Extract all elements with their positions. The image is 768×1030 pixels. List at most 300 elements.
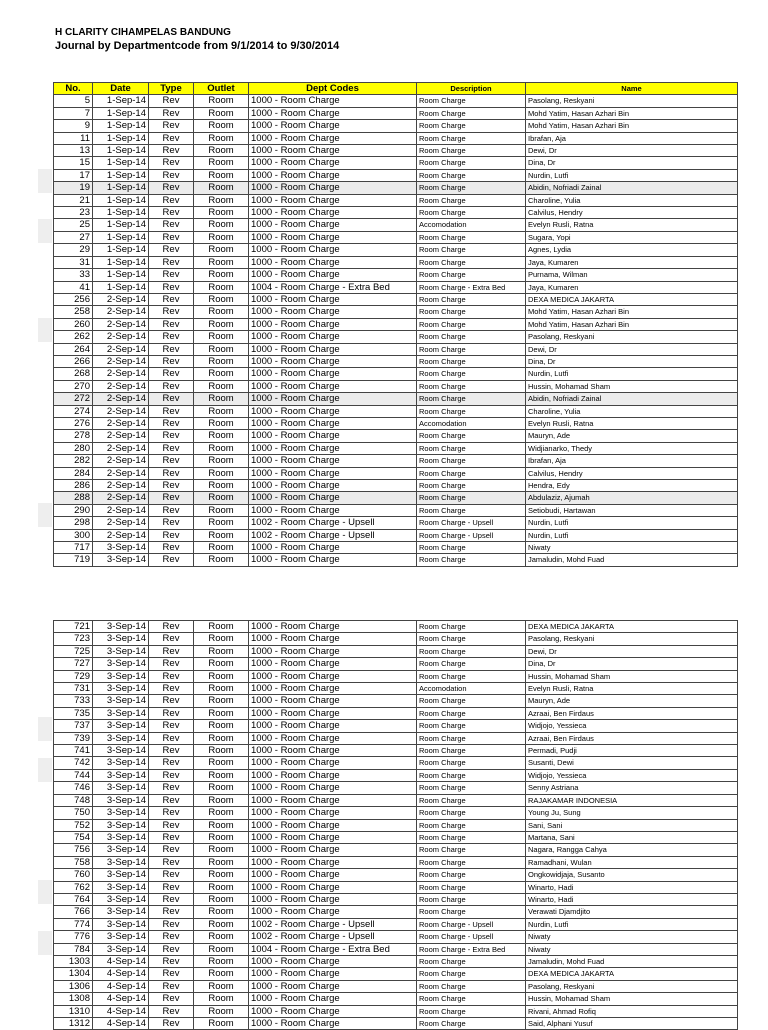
cell-description: Room Charge — [417, 869, 526, 881]
cell-outlet: Room — [194, 968, 249, 980]
cell-type: Rev — [149, 1005, 194, 1017]
cell-date: 1-Sep-14 — [93, 269, 149, 281]
cell-dept-code: 1000 - Room Charge — [249, 219, 417, 231]
cell-type: Rev — [149, 943, 194, 955]
cell-outlet: Room — [194, 120, 249, 132]
cell-name: Nurdin, Lutfi — [526, 529, 738, 541]
col-header-name: Name — [526, 83, 738, 95]
cell-outlet: Room — [194, 244, 249, 256]
cell-outlet: Room — [194, 807, 249, 819]
cell-type: Rev — [149, 107, 194, 119]
cell-name: Ibrafan, Aja — [526, 455, 738, 467]
cell-no: 17 — [54, 169, 93, 181]
cell-no: 11 — [54, 132, 93, 144]
table-row — [54, 732, 738, 744]
cell-name: Pasolang, Reskyani — [526, 980, 738, 992]
cell-date: 3-Sep-14 — [93, 658, 149, 670]
cell-outlet: Room — [194, 769, 249, 781]
cell-no: 742 — [54, 757, 93, 769]
cell-dept-code: 1000 - Room Charge — [249, 132, 417, 144]
cell-date: 3-Sep-14 — [93, 931, 149, 943]
cell-no: 1304 — [54, 968, 93, 980]
cell-outlet: Room — [194, 782, 249, 794]
cell-description: Room Charge — [417, 658, 526, 670]
cell-no: 23 — [54, 207, 93, 219]
cell-no: 300 — [54, 529, 93, 541]
cell-name: Azraai, Ben Firdaus — [526, 732, 738, 744]
cell-name: Winarto, Hadi — [526, 893, 738, 905]
table-row — [54, 943, 738, 955]
cell-no: 746 — [54, 782, 93, 794]
col-header-date: Date — [93, 83, 149, 95]
cell-name: Azraai, Ben Firdaus — [526, 707, 738, 719]
cell-outlet: Room — [194, 306, 249, 318]
cell-name: Abidin, Nofriadi Zainal — [526, 393, 738, 405]
cell-date: 4-Sep-14 — [93, 1005, 149, 1017]
cell-outlet: Room — [194, 368, 249, 380]
cell-name: Widjianarko, Thedy — [526, 442, 738, 454]
table-row — [54, 819, 738, 831]
cell-outlet: Room — [194, 219, 249, 231]
cell-dept-code: 1000 - Room Charge — [249, 893, 417, 905]
cell-type: Rev — [149, 480, 194, 492]
cell-name: Susanti, Dewi — [526, 757, 738, 769]
cell-name: Verawati Djamdjito — [526, 906, 738, 918]
cell-name: Dina, Dr — [526, 157, 738, 169]
cell-type: Rev — [149, 120, 194, 132]
report-title: Journal by Departmentcode from 9/1/2014 to 9/30/2014 — [55, 40, 340, 52]
table-row — [54, 844, 738, 856]
cell-no: 766 — [54, 906, 93, 918]
cell-date: 3-Sep-14 — [93, 633, 149, 645]
cell-description: Room Charge — [417, 442, 526, 454]
cell-outlet: Room — [194, 157, 249, 169]
cell-type: Rev — [149, 293, 194, 305]
cell-date: 3-Sep-14 — [93, 542, 149, 554]
cell-type: Rev — [149, 931, 194, 943]
cell-name: Jamaludin, Mohd Fuad — [526, 955, 738, 967]
cell-dept-code: 1000 - Room Charge — [249, 554, 417, 566]
cell-dept-code: 1000 - Room Charge — [249, 380, 417, 392]
cell-date: 2-Sep-14 — [93, 405, 149, 417]
cell-outlet: Room — [194, 480, 249, 492]
table-row — [54, 145, 738, 157]
cell-type: Rev — [149, 707, 194, 719]
cell-name: Dina, Dr — [526, 355, 738, 367]
cell-name: Ibrafan, Aja — [526, 132, 738, 144]
table-row — [54, 993, 738, 1005]
cell-description: Accomodation — [417, 417, 526, 429]
cell-no: 15 — [54, 157, 93, 169]
cell-description: Room Charge — [417, 757, 526, 769]
cell-outlet: Room — [194, 955, 249, 967]
cell-name: Ongkowidjaja, Susanto — [526, 869, 738, 881]
cell-dept-code: 1000 - Room Charge — [249, 207, 417, 219]
cell-outlet: Room — [194, 621, 249, 633]
table-row — [54, 918, 738, 930]
cell-dept-code: 1000 - Room Charge — [249, 405, 417, 417]
cell-date: 2-Sep-14 — [93, 331, 149, 343]
cell-no: 270 — [54, 380, 93, 392]
cell-dept-code: 1000 - Room Charge — [249, 707, 417, 719]
col-header-type: Type — [149, 83, 194, 95]
cell-description: Room Charge — [417, 492, 526, 504]
cell-description: Room Charge — [417, 368, 526, 380]
cell-date: 3-Sep-14 — [93, 745, 149, 757]
table-row — [54, 318, 738, 330]
cell-outlet: Room — [194, 343, 249, 355]
cell-description: Room Charge — [417, 881, 526, 893]
cell-date: 3-Sep-14 — [93, 683, 149, 695]
cell-description: Room Charge — [417, 393, 526, 405]
cell-no: 717 — [54, 542, 93, 554]
cell-no: 5 — [54, 95, 93, 107]
cell-no: 290 — [54, 504, 93, 516]
cell-name: Nurdin, Lutfi — [526, 368, 738, 380]
cell-name: Hussin, Mohamad Sham — [526, 380, 738, 392]
cell-dept-code: 1002 - Room Charge - Upsell — [249, 517, 417, 529]
cell-outlet: Room — [194, 331, 249, 343]
cell-date: 3-Sep-14 — [93, 782, 149, 794]
cell-date: 3-Sep-14 — [93, 918, 149, 930]
cell-name: Dewi, Dr — [526, 645, 738, 657]
table-row — [54, 120, 738, 132]
cell-description: Room Charge — [417, 831, 526, 843]
cell-date: 3-Sep-14 — [93, 769, 149, 781]
cell-description: Room Charge — [417, 120, 526, 132]
table-row — [54, 306, 738, 318]
cell-outlet: Room — [194, 695, 249, 707]
cell-type: Rev — [149, 380, 194, 392]
cell-type: Rev — [149, 306, 194, 318]
cell-description: Room Charge — [417, 269, 526, 281]
row-marker — [38, 931, 52, 955]
cell-outlet: Room — [194, 720, 249, 732]
table-row — [54, 968, 738, 980]
cell-outlet: Room — [194, 745, 249, 757]
cell-date: 2-Sep-14 — [93, 480, 149, 492]
cell-type: Rev — [149, 442, 194, 454]
cell-name: RAJAKAMAR INDONESIA — [526, 794, 738, 806]
cell-description: Room Charge — [417, 732, 526, 744]
cell-no: 739 — [54, 732, 93, 744]
cell-no: 727 — [54, 658, 93, 670]
col-header-description: Description — [417, 83, 526, 95]
cell-type: Rev — [149, 1018, 194, 1030]
cell-type: Rev — [149, 542, 194, 554]
table-row — [54, 455, 738, 467]
cell-name: Nurdin, Lutfi — [526, 918, 738, 930]
cell-date: 2-Sep-14 — [93, 517, 149, 529]
cell-description: Room Charge - Extra Bed — [417, 943, 526, 955]
cell-type: Rev — [149, 645, 194, 657]
cell-dept-code: 1000 - Room Charge — [249, 658, 417, 670]
cell-dept-code: 1000 - Room Charge — [249, 633, 417, 645]
cell-no: 1308 — [54, 993, 93, 1005]
cell-date: 4-Sep-14 — [93, 980, 149, 992]
cell-no: 284 — [54, 467, 93, 479]
cell-no: 764 — [54, 893, 93, 905]
table-row — [54, 621, 738, 633]
cell-type: Rev — [149, 368, 194, 380]
cell-type: Rev — [149, 881, 194, 893]
cell-type: Rev — [149, 844, 194, 856]
cell-outlet: Room — [194, 633, 249, 645]
cell-no: 752 — [54, 819, 93, 831]
table-row — [54, 219, 738, 231]
cell-dept-code: 1000 - Room Charge — [249, 856, 417, 868]
cell-name: Permadi, Pudji — [526, 745, 738, 757]
table-header-row — [54, 83, 738, 95]
cell-description: Room Charge — [417, 1018, 526, 1030]
cell-dept-code: 1000 - Room Charge — [249, 194, 417, 206]
cell-no: 13 — [54, 145, 93, 157]
cell-no: 719 — [54, 554, 93, 566]
cell-outlet: Room — [194, 869, 249, 881]
cell-no: 1310 — [54, 1005, 93, 1017]
table-row — [54, 269, 738, 281]
cell-description: Room Charge — [417, 1005, 526, 1017]
cell-no: 762 — [54, 881, 93, 893]
cell-description: Room Charge — [417, 504, 526, 516]
table-row — [54, 1005, 738, 1017]
cell-date: 4-Sep-14 — [93, 955, 149, 967]
cell-outlet: Room — [194, 182, 249, 194]
cell-description: Room Charge — [417, 293, 526, 305]
cell-date: 3-Sep-14 — [93, 621, 149, 633]
cell-name: Pasolang, Reskyani — [526, 95, 738, 107]
cell-no: 1312 — [54, 1018, 93, 1030]
cell-outlet: Room — [194, 318, 249, 330]
table-row — [54, 442, 738, 454]
cell-date: 2-Sep-14 — [93, 492, 149, 504]
cell-no: 774 — [54, 918, 93, 930]
table-row — [54, 331, 738, 343]
cell-type: Rev — [149, 417, 194, 429]
cell-dept-code: 1000 - Room Charge — [249, 968, 417, 980]
cell-outlet: Room — [194, 707, 249, 719]
cell-date: 1-Sep-14 — [93, 256, 149, 268]
cell-description: Room Charge - Extra Bed — [417, 281, 526, 293]
cell-description: Room Charge — [417, 430, 526, 442]
cell-name: Niwaty — [526, 943, 738, 955]
table-row — [54, 467, 738, 479]
cell-outlet: Room — [194, 231, 249, 243]
cell-outlet: Room — [194, 269, 249, 281]
cell-name: Sugara, Yopi — [526, 231, 738, 243]
cell-description: Room Charge — [417, 856, 526, 868]
cell-date: 3-Sep-14 — [93, 720, 149, 732]
cell-date: 2-Sep-14 — [93, 467, 149, 479]
cell-name: DEXA MEDICA JAKARTA — [526, 968, 738, 980]
cell-description: Room Charge — [417, 633, 526, 645]
cell-name: Hussin, Mohamad Sham — [526, 993, 738, 1005]
cell-name: Abidin, Nofriadi Zainal — [526, 182, 738, 194]
cell-outlet: Room — [194, 281, 249, 293]
cell-outlet: Room — [194, 893, 249, 905]
cell-date: 3-Sep-14 — [93, 807, 149, 819]
cell-name: Mohd Yatim, Hasan Azhari Bin — [526, 120, 738, 132]
cell-description: Room Charge — [417, 745, 526, 757]
cell-no: 737 — [54, 720, 93, 732]
cell-outlet: Room — [194, 732, 249, 744]
cell-type: Rev — [149, 831, 194, 843]
col-header-no: No. — [54, 83, 93, 95]
cell-date: 2-Sep-14 — [93, 318, 149, 330]
cell-no: 266 — [54, 355, 93, 367]
cell-description: Room Charge — [417, 343, 526, 355]
cell-date: 1-Sep-14 — [93, 194, 149, 206]
row-marker — [38, 318, 52, 342]
cell-type: Rev — [149, 993, 194, 1005]
cell-outlet: Room — [194, 467, 249, 479]
cell-type: Rev — [149, 517, 194, 529]
cell-no: 288 — [54, 492, 93, 504]
table-row — [54, 231, 738, 243]
cell-name: Hussin, Mohamad Sham — [526, 670, 738, 682]
cell-description: Room Charge — [417, 256, 526, 268]
cell-name: Ramadhani, Wulan — [526, 856, 738, 868]
cell-date: 4-Sep-14 — [93, 993, 149, 1005]
cell-dept-code: 1000 - Room Charge — [249, 331, 417, 343]
cell-dept-code: 1000 - Room Charge — [249, 120, 417, 132]
cell-no: 725 — [54, 645, 93, 657]
cell-dept-code: 1000 - Room Charge — [249, 169, 417, 181]
cell-dept-code: 1000 - Room Charge — [249, 980, 417, 992]
cell-outlet: Room — [194, 918, 249, 930]
cell-dept-code: 1000 - Room Charge — [249, 621, 417, 633]
table-row — [54, 293, 738, 305]
cell-dept-code: 1000 - Room Charge — [249, 145, 417, 157]
table-row — [54, 107, 738, 119]
cell-description: Room Charge — [417, 695, 526, 707]
cell-dept-code: 1000 - Room Charge — [249, 695, 417, 707]
cell-outlet: Room — [194, 107, 249, 119]
cell-date: 3-Sep-14 — [93, 732, 149, 744]
cell-type: Rev — [149, 794, 194, 806]
cell-outlet: Room — [194, 492, 249, 504]
cell-no: 282 — [54, 455, 93, 467]
cell-description: Room Charge — [417, 807, 526, 819]
cell-dept-code: 1000 - Room Charge — [249, 182, 417, 194]
cell-type: Rev — [149, 732, 194, 744]
cell-description: Room Charge — [417, 980, 526, 992]
cell-no: 9 — [54, 120, 93, 132]
cell-description: Room Charge — [417, 621, 526, 633]
cell-no: 7 — [54, 107, 93, 119]
cell-date: 1-Sep-14 — [93, 157, 149, 169]
cell-description: Room Charge — [417, 244, 526, 256]
cell-date: 2-Sep-14 — [93, 306, 149, 318]
cell-dept-code: 1000 - Room Charge — [249, 455, 417, 467]
cell-dept-code: 1000 - Room Charge — [249, 442, 417, 454]
cell-name: Winarto, Hadi — [526, 881, 738, 893]
cell-description: Room Charge - Upsell — [417, 931, 526, 943]
cell-dept-code: 1000 - Room Charge — [249, 467, 417, 479]
table-row — [54, 856, 738, 868]
cell-type: Rev — [149, 683, 194, 695]
cell-dept-code: 1000 - Room Charge — [249, 293, 417, 305]
cell-dept-code: 1002 - Room Charge - Upsell — [249, 931, 417, 943]
cell-type: Rev — [149, 95, 194, 107]
table-row — [54, 645, 738, 657]
cell-description: Room Charge — [417, 480, 526, 492]
cell-dept-code: 1000 - Room Charge — [249, 231, 417, 243]
cell-date: 2-Sep-14 — [93, 355, 149, 367]
table-row — [54, 343, 738, 355]
cell-description: Room Charge — [417, 467, 526, 479]
cell-date: 2-Sep-14 — [93, 442, 149, 454]
cell-date: 3-Sep-14 — [93, 906, 149, 918]
cell-type: Rev — [149, 318, 194, 330]
cell-description: Accomodation — [417, 683, 526, 695]
cell-no: 744 — [54, 769, 93, 781]
cell-dept-code: 1000 - Room Charge — [249, 869, 417, 881]
cell-dept-code: 1000 - Room Charge — [249, 732, 417, 744]
cell-description: Room Charge — [417, 207, 526, 219]
cell-date: 2-Sep-14 — [93, 393, 149, 405]
cell-type: Rev — [149, 670, 194, 682]
cell-type: Rev — [149, 157, 194, 169]
cell-date: 3-Sep-14 — [93, 869, 149, 881]
table-row — [54, 355, 738, 367]
cell-description: Room Charge — [417, 132, 526, 144]
cell-no: 272 — [54, 393, 93, 405]
cell-dept-code: 1000 - Room Charge — [249, 807, 417, 819]
cell-date: 1-Sep-14 — [93, 95, 149, 107]
cell-description: Room Charge — [417, 707, 526, 719]
cell-outlet: Room — [194, 405, 249, 417]
cell-date: 3-Sep-14 — [93, 819, 149, 831]
cell-dept-code: 1000 - Room Charge — [249, 480, 417, 492]
cell-dept-code: 1004 - Room Charge - Extra Bed — [249, 943, 417, 955]
cell-outlet: Room — [194, 658, 249, 670]
cell-type: Rev — [149, 869, 194, 881]
table-body-2 — [54, 621, 738, 1030]
cell-type: Rev — [149, 194, 194, 206]
cell-outlet: Room — [194, 455, 249, 467]
cell-type: Rev — [149, 554, 194, 566]
table-row — [54, 405, 738, 417]
cell-outlet: Room — [194, 844, 249, 856]
table-row — [54, 980, 738, 992]
cell-type: Rev — [149, 918, 194, 930]
col-header-dept-codes: Dept Codes — [249, 83, 417, 95]
cell-name: Dina, Dr — [526, 658, 738, 670]
cell-dept-code: 1000 - Room Charge — [249, 844, 417, 856]
cell-date: 2-Sep-14 — [93, 417, 149, 429]
cell-no: 298 — [54, 517, 93, 529]
cell-name: Evelyn Rusli, Ratna — [526, 683, 738, 695]
cell-type: Rev — [149, 355, 194, 367]
row-marker — [38, 880, 52, 904]
company-name: H CLARITY CIHAMPELAS BANDUNG — [55, 27, 231, 38]
cell-description: Room Charge — [417, 542, 526, 554]
cell-no: 260 — [54, 318, 93, 330]
cell-no: 760 — [54, 869, 93, 881]
cell-no: 27 — [54, 231, 93, 243]
cell-type: Rev — [149, 633, 194, 645]
table-row — [54, 881, 738, 893]
cell-type: Rev — [149, 856, 194, 868]
cell-no: 280 — [54, 442, 93, 454]
cell-outlet: Room — [194, 794, 249, 806]
table-row — [54, 256, 738, 268]
cell-type: Rev — [149, 807, 194, 819]
cell-description: Room Charge — [417, 819, 526, 831]
cell-name: Mauryn, Ade — [526, 430, 738, 442]
cell-name: Jamaludin, Mohd Fuad — [526, 554, 738, 566]
